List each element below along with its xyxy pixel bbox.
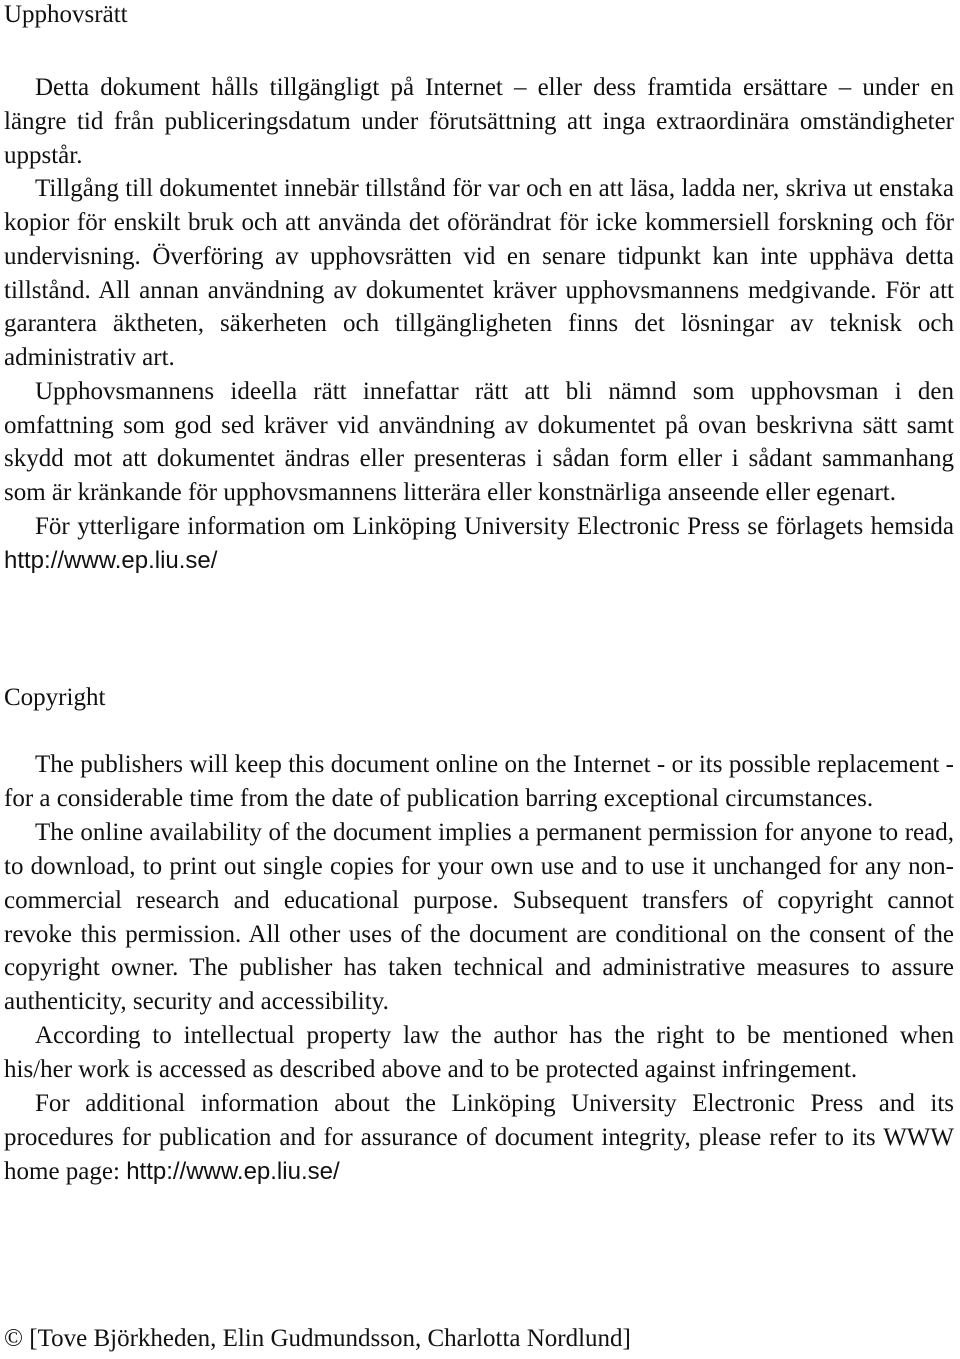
english-info-text: For additional information about the Linköping University Electronic Press and its procedures for publication and for assurance of document integrity, please refer to its WWW home page: <box>4 1090 954 1185</box>
copyright-symbol: © <box>4 1325 23 1352</box>
english-paragraph-2: The online availability of the document implies a permanent permission for anyone to read, to download, to print out single copies for your own use and to use it unchanged for any non-commercial research and educational purpose. Subsequent transfers of copyright cannot revoke this permission. All other uses of the document are conditional on the consent of the copyright owner. The publisher has taken technical and administrative measures to assure authenticity, security and accessibility. <box>4 818 954 1016</box>
english-info-paragraph <box>4 1087 954 1189</box>
copyright-notice <box>4 1322 631 1356</box>
english-paragraph-3: According to intellectual property law the author has the right to be mentioned when his/her work is accessed as described above and to be protected against infringement. <box>4 1022 954 1084</box>
swedish-paragraph-1: Detta dokument hålls tillgängligt på Internet – eller dess framtida ersättare – under en längre tid från publiceringsdatum under förutsättning att inga extraordinära omständigheter uppstår. <box>4 74 954 169</box>
english-url-link[interactable]: http://www.ep.liu.se/ <box>126 1157 340 1185</box>
heading-copyright: Copyright <box>4 684 106 711</box>
heading-upphovsratt: Upphovsrätt <box>4 1 128 28</box>
swedish-info-text: För ytterligare information om Linköping University Electronic Press se förlagets hemsida <box>35 512 954 540</box>
swedish-info-paragraph <box>4 510 954 578</box>
swedish-paragraph-3: Upphovsmannens ideella rätt innefattar rätt att bli nämnd som upphovsman i den omfattning som god sed kräver vid användning av dokumentet på ovan beskrivna sätt samt skydd mot att dokumentet ändras eller presenteras i sådan form eller i sådant sammanhang som är kränkande för upphovsmannens litterära eller konstnärliga anseende eller egenart. <box>4 377 954 506</box>
english-paragraph-1: The publishers will keep this document online on the Internet - or its possible replacement - for a considerable time from the date of publication barring exceptional circumstances. <box>4 751 954 812</box>
copyright-authors: [Tove Björkheden, Elin Gudmundsson, Charlotta Nordlund] <box>29 1325 631 1352</box>
english-text-block <box>4 748 954 1189</box>
swedish-text-block <box>4 71 954 577</box>
swedish-url-link[interactable]: http://www.ep.liu.se/ <box>4 546 218 574</box>
swedish-paragraph-2: Tillgång till dokumentet innebär tillstånd för var och en att läsa, ladda ner, skriva ut enstaka kopior för enskilt bruk och att använda det oförändrat för icke kommersiell forskning och för undervisning. Överföring av upphovsrätten vid en senare tidpunkt kan inte upphäva detta tillstånd. All annan användning av dokumentet kräver upphovsmannens medgivande. För att garantera äktheten, säkerheten och tillgängligheten finns det lösningar av teknisk och administrativ art. <box>4 175 954 371</box>
